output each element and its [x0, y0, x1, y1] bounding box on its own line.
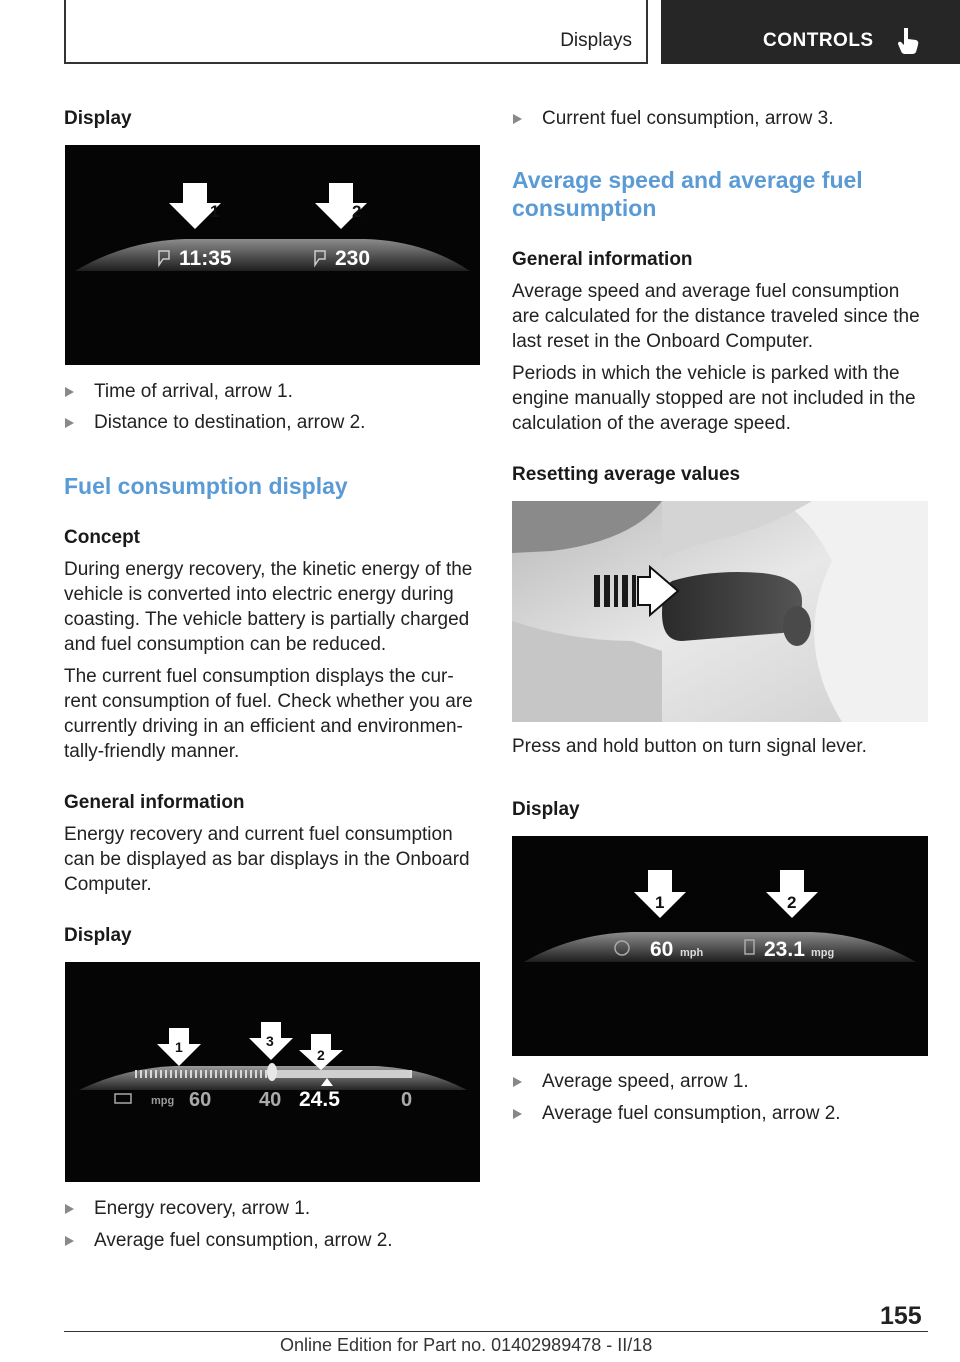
fig1-arrow1-label: 1: [210, 202, 220, 221]
fig4-speed-value: 60: [650, 938, 674, 961]
bullet-triangle-icon: [65, 1204, 74, 1214]
fuel-consumption-heading: Fuel consumption display: [64, 473, 348, 499]
footer-divider: [64, 1331, 928, 1332]
fig4-arrow2-label: 2: [787, 893, 797, 912]
concept-paragraph-1: During energy recovery, the kinetic energy of the vehicle is converted into electric energy during coasting. The vehicle battery is partially charged and fuel consumption can be reduced.: [64, 559, 473, 655]
figure-average-values: [512, 836, 928, 1056]
figure-turn-signal-lever: [512, 501, 928, 722]
fig2-tick-40: 40: [259, 1089, 282, 1111]
footer-edition: Online Edition for Part no. 01402989478 - II/18: [280, 1335, 653, 1355]
general-info-paragraph-right-1: Average speed and average fuel consumption are calculated for the distance traveled since the last reset in the Onboard Computer.: [512, 281, 920, 352]
general-info-paragraph-right-2: Periods in which the vehicle is parked with the engine manually stopped are not included in the calculation of the average speed.: [512, 363, 916, 434]
general-info-paragraph-left: Energy recovery and current fuel consumption can be displayed as bar displays in the Onboard Computer.: [64, 824, 470, 895]
fig2-tick-0: 0: [401, 1089, 413, 1111]
header-section-box: [64, 0, 648, 64]
fig1-distance-value: 230: [335, 247, 371, 270]
bullet-triangle-icon: [513, 114, 522, 124]
fig2-arrow1-label: 1: [175, 1039, 183, 1055]
display-heading-1: Display: [64, 108, 132, 129]
fig2-arrow3-label: 3: [266, 1033, 274, 1049]
page-number: 155: [880, 1302, 922, 1330]
fig2-current-value: 24.5: [299, 1088, 340, 1111]
concept-heading: Concept: [64, 527, 140, 548]
average-speed-heading: Average speed and average fuel consumption: [512, 167, 863, 221]
header-chapter-title: CONTROLS: [763, 30, 874, 51]
general-info-heading-right: General information: [512, 249, 693, 270]
fig4-arrow1-label: 1: [655, 893, 665, 912]
header-chapter-box: [661, 0, 960, 64]
pointing-hand-icon: [896, 26, 920, 56]
bullet-triangle-icon: [65, 418, 74, 428]
bullet-triangle-icon: [65, 1236, 74, 1246]
fig4-fuel-unit: mpg: [811, 947, 835, 959]
concept-paragraph-2: The current fuel consumption displays the cur‐ rent consumption of fuel. Check whether you are currently driving in an efficient and environmen‐ tally-friendly manner.: [64, 666, 473, 762]
fig2-unit: mpg: [151, 1095, 175, 1107]
fig1-time-value: 11:35: [179, 247, 232, 270]
bullet-triangle-icon: [513, 1109, 522, 1119]
fig2-tick-60: 60: [189, 1089, 212, 1111]
general-info-heading-left: General information: [64, 792, 245, 813]
header-section-title: Displays: [560, 30, 632, 51]
bullet-triangle-icon: [65, 387, 74, 397]
fig2-arrow2-label: 2: [317, 1047, 325, 1063]
display-heading-2: Display: [64, 925, 132, 946]
figure-fuel-bar-display: [65, 962, 480, 1182]
display-heading-3: Display: [512, 799, 580, 820]
bullet-triangle-icon: [513, 1077, 522, 1087]
fig4-fuel-value: 23.1: [764, 938, 805, 961]
resetting-heading: Resetting average values: [512, 464, 741, 485]
figure-arrival-distance: [65, 145, 480, 365]
fig1-arrow2-label: 2: [352, 202, 362, 221]
fig4-speed-unit: mph: [680, 947, 704, 959]
press-hold-text: Press and hold button on turn signal lever.: [512, 736, 867, 757]
